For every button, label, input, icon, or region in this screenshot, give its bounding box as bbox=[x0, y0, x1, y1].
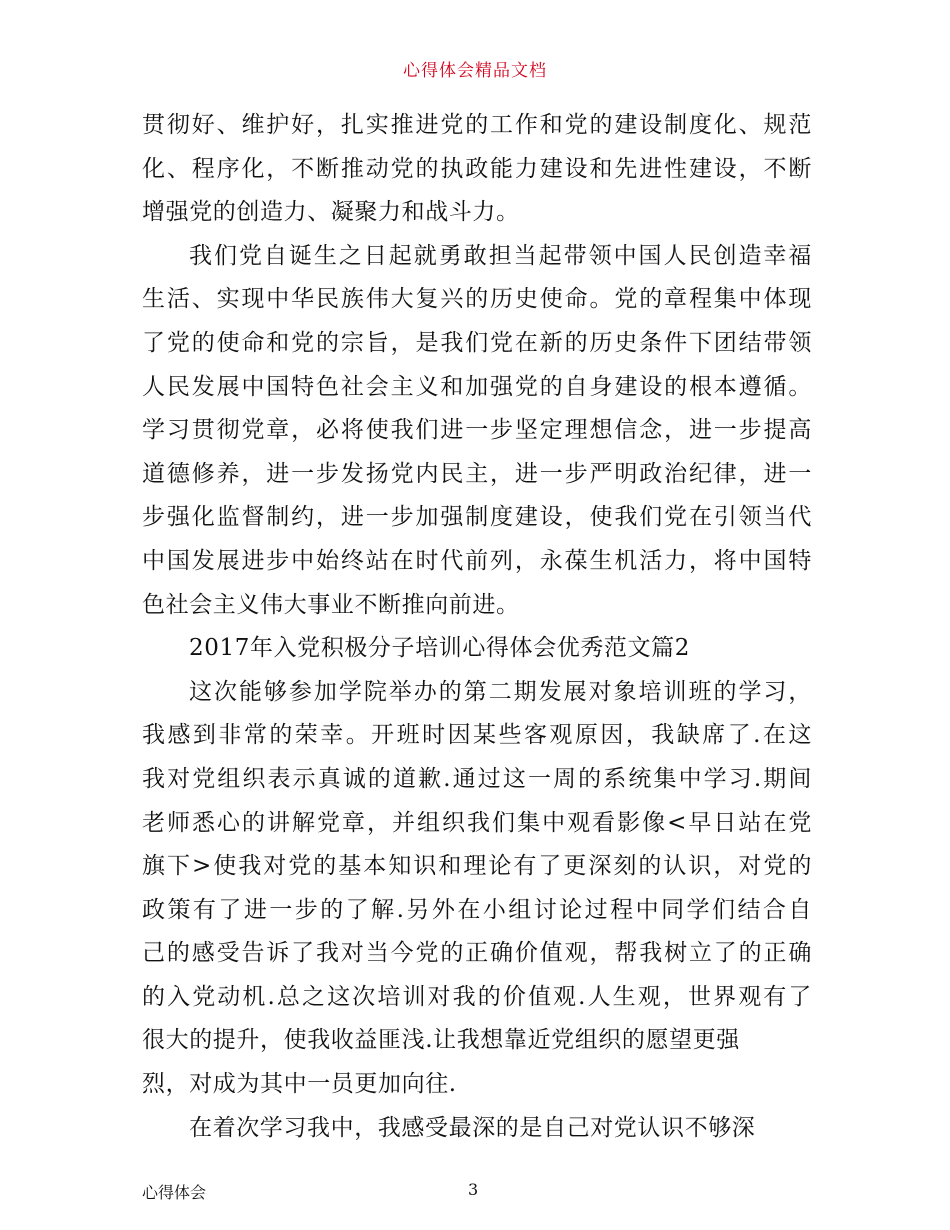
text-line: 我感到非常的荣幸。开班时因某些客观原因，我缺席了.在这 bbox=[142, 722, 812, 749]
text-line: 这次能够参加学院举办的第二期发展对象培训班的学习， bbox=[189, 678, 812, 705]
text-line: 在着次学习我中，我感受最深的是自己对党认识不够深 bbox=[189, 1114, 756, 1141]
text-line: 我对党组织表示真诚的道歉.通过这一周的系统集中学习.期间 bbox=[142, 765, 812, 792]
text-line: 老师悉心的讲解党章，并组织我们集中观看影像<早日站在党 bbox=[142, 809, 812, 836]
text-line: 生活、实现中华民族伟大复兴的历史使命。党的章程集中体现 bbox=[142, 286, 812, 313]
text-line: 学习贯彻党章，必将使我们进一步坚定理想信念，进一步提高 bbox=[142, 417, 812, 444]
document-header-title: 心得体会精品文档 bbox=[403, 61, 547, 81]
text-line: 的入党动机.总之这次培训对我的价值观.人生观，世界观有了 bbox=[142, 983, 812, 1010]
text-line: 政策有了进一步的了解.另外在小组讨论过程中同学们结合自 bbox=[142, 896, 812, 923]
text-line: 步强化监督制约，进一步加强制度建设，使我们党在引领当代 bbox=[142, 504, 812, 531]
text-line: 色社会主义伟大事业不断推向前进。 bbox=[142, 591, 520, 618]
text-line: 化、程序化，不断推动党的执政能力建设和先进性建设，不断 bbox=[142, 155, 812, 182]
text-line: 了党的使命和党的宗旨，是我们党在新的历史条件下团结带领 bbox=[142, 329, 812, 356]
text-line: 贯彻好、维护好，扎实推进党的工作和党的建设制度化、规范 bbox=[142, 112, 812, 138]
document-body bbox=[142, 104, 812, 1150]
text-line: 烈，对成为其中一员更加向往. bbox=[142, 1071, 457, 1098]
text-line: 中国发展进步中始终站在时代前列，永葆生机活力，将中国特 bbox=[142, 547, 812, 574]
footer-label: 心得体会 bbox=[142, 1183, 207, 1202]
text-line: 很大的提升，使我收益匪浅.让我想靠近党组织的愿望更强 bbox=[142, 1027, 740, 1054]
text-line: 旗下>使我对党的基本知识和理论有了更深刻的认识，对党的 bbox=[142, 853, 812, 880]
text-line: 2017年入党积极分子培训心得体会优秀范文篇2 bbox=[189, 635, 690, 662]
text-line: 我们党自诞生之日起就勇敢担当起带领中国人民创造幸福 bbox=[189, 242, 812, 269]
text-line: 人民发展中国特色社会主义和加强党的自身建设的根本遵循。 bbox=[142, 373, 812, 400]
page-number: 3 bbox=[468, 1180, 479, 1199]
text-line: 道德修养，进一步发扬党内民主，进一步严明政治纪律，进一 bbox=[142, 460, 812, 487]
text-line: 己的感受告诉了我对当今党的正确价值观，帮我树立了的正确 bbox=[142, 940, 812, 967]
text-line: 增强党的创造力、凝聚力和战斗力。 bbox=[142, 199, 520, 226]
